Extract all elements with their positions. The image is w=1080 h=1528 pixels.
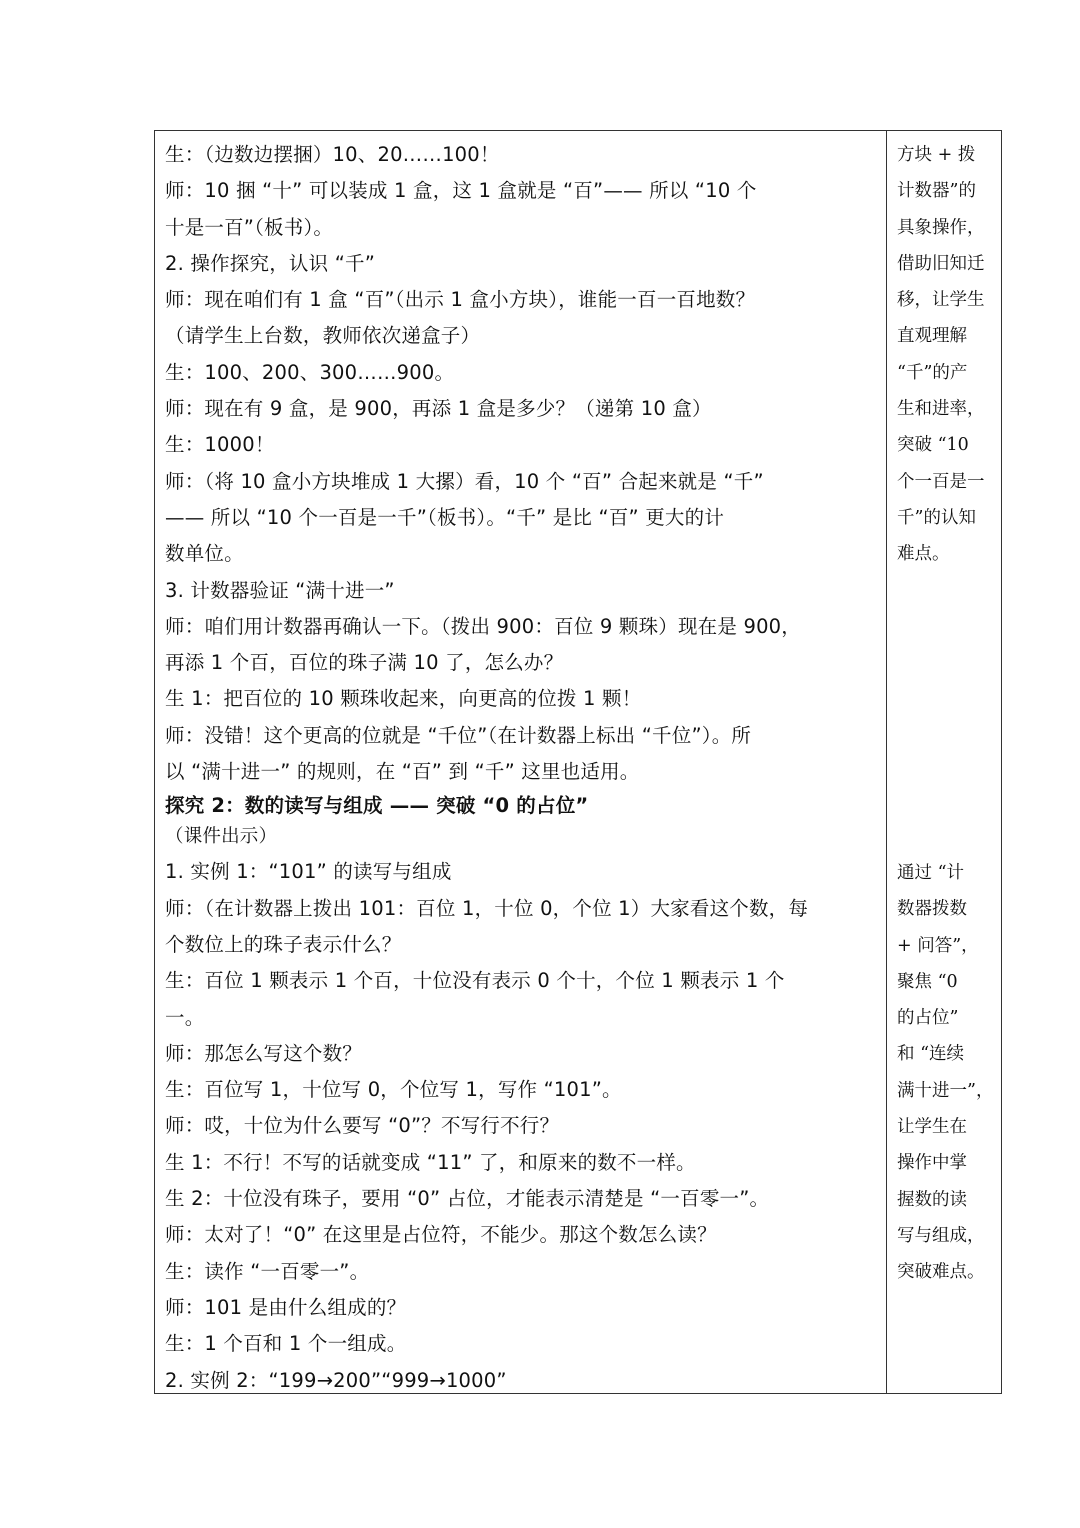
dialogue-line: 师：（在计数器上拨出 101：百位 1，十位 0，个位 1）大家看这个数，每 (165, 896, 809, 920)
dialogue-line: 生：1 个百和 1 个一组成。 (165, 1332, 407, 1356)
note-line: 生和进率， (897, 399, 985, 420)
dialogue-line: 师：没错！这个更高的位就是 “千位”（在计数器上标出 “千位”）。所 (165, 723, 752, 747)
dialogue-line: 生 2：十位没有珠子，要用 “0” 占位，才能表示清楚是 “一百零一”。 (165, 1187, 770, 1211)
note-line: 的占位” (897, 1008, 959, 1029)
dialogue-line: 3. 计数器验证 “满十进一” (165, 578, 395, 602)
note-line: 握数的读 (897, 1189, 967, 1210)
dialogue-line: 师：哎，十位为什么要写 “0”？不写行不行？ (165, 1114, 560, 1138)
note-line: 写与组成， (897, 1225, 985, 1246)
dialogue-line: 个数位上的珠子表示什么？ (165, 932, 402, 956)
dialogue-line: 生：读作 “一百零一”。 (165, 1259, 370, 1283)
note-line: 和 “连续 (897, 1044, 965, 1065)
dialogue-line: 2. 实例 2：“199→200”“999→1000” (165, 1368, 507, 1392)
dialogue-line: 2. 操作探究，认识 “千” (165, 251, 376, 275)
note-line: 计数器”的 (897, 181, 976, 202)
note-line: 通过 “计 (897, 863, 965, 883)
dialogue-line: 师：101 是由什么组成的？ (165, 1295, 407, 1319)
dialogue-line: 生：（边数边摆捆）10、20……100！ (165, 143, 500, 166)
dialogue-line: 师：（将 10 盒小方块堆成 1 大摞）看，10 个 “百” 合起来就是 “千” (165, 469, 764, 493)
dialogue-line: 以 “满十进一” 的规则，在 “百” 到 “千” 这里也适用。 (165, 760, 640, 784)
note-line: 满十进一”， (897, 1080, 994, 1101)
teaching-process-column (165, 137, 881, 1399)
dialogue-line: 再添 1 个百，百位的珠子满 10 了，怎么办？ (165, 651, 564, 675)
note-line: 数器拨数 (897, 899, 967, 920)
dialogue-line: 生 1：把百位的 10 颗珠收起来，向更高的位拨 1 颗！ (165, 687, 642, 711)
dialogue-line: 生 1：不行！不写的话就变成 “11” 了，和原来的数不一样。 (165, 1150, 696, 1174)
note-line: 突破 “10 (897, 435, 969, 456)
dialogue-line: 生：百位写 1，十位写 0，个位写 1，写作 “101”。 (165, 1078, 622, 1102)
note-line: 千”的认知 (897, 507, 976, 528)
section-heading: 探究 2：数的读写与组成 —— 突破 “0 的占位” (165, 794, 589, 818)
lesson-plan-table (154, 130, 1002, 1394)
note-line: 突破难点。 (897, 1262, 985, 1283)
dialogue-line: 师：现在咱们有 1 盒 “百”（出示 1 盒小方块），谁能一百一百地数？ (165, 288, 756, 312)
dialogue-line: 1. 实例 1：“101” 的读写与组成 (165, 860, 452, 884)
note-line: 难点。 (897, 544, 950, 565)
dialogue-line: （请学生上台数，教师依次递盒子） (165, 324, 481, 348)
dialogue-line: —— 所以 “10 个一百是一千”（板书）。“千” 是比 “百” 更大的计 (165, 505, 725, 529)
design-intent-note-1 (897, 137, 997, 573)
dialogue-line: 师：太对了！“0” 在这里是占位符，不能少。那这个数怎么读？ (165, 1223, 717, 1247)
dialogue-line: 师：现在有 9 盒，是 900，再添 1 盒是多少？（递第 10 盒） (165, 397, 712, 421)
note-line: 操作中掌 (897, 1153, 967, 1174)
design-intent-note-2 (897, 855, 997, 1291)
dialogue-line: 生：1000！ (165, 433, 275, 457)
note-line: 具象操作， (897, 217, 985, 238)
dialogue-line: 数单位。 (165, 542, 244, 566)
note-line: 移，让学生 (897, 290, 985, 311)
dialogue-line: （课件出示） (165, 826, 278, 848)
note-line: + 问答”， (897, 935, 979, 956)
note-line: 直观理解 (897, 326, 967, 347)
note-line: 个一百是一 (897, 471, 985, 492)
note-line: 方块 + 拨 (897, 145, 976, 165)
note-line: 借助旧知迁 (897, 253, 985, 274)
dialogue-line: 十是一百”（板书）。 (165, 215, 334, 239)
dialogue-line: 师：咱们用计数器再确认一下。（拨出 900：百位 9 颗珠）现在是 900， (165, 614, 801, 638)
dialogue-line: 一。 (165, 1005, 205, 1029)
note-line: 让学生在 (897, 1117, 967, 1138)
dialogue-line: 生：100、200、300……900。 (165, 360, 455, 384)
dialogue-line: 生：百位 1 颗表示 1 个百，十位没有表示 0 个十，个位 1 颗表示 1 个 (165, 969, 785, 993)
column-divider (886, 131, 887, 1393)
dialogue-line: 师：那怎么写这个数？ (165, 1041, 363, 1065)
dialogue-line: 师：10 捆 “十” 可以装成 1 盒，这 1 盒就是 “百”—— 所以 “10 个 (165, 179, 757, 203)
note-line: “千”的产 (897, 362, 968, 383)
note-line: 聚焦 “0 (897, 971, 958, 992)
